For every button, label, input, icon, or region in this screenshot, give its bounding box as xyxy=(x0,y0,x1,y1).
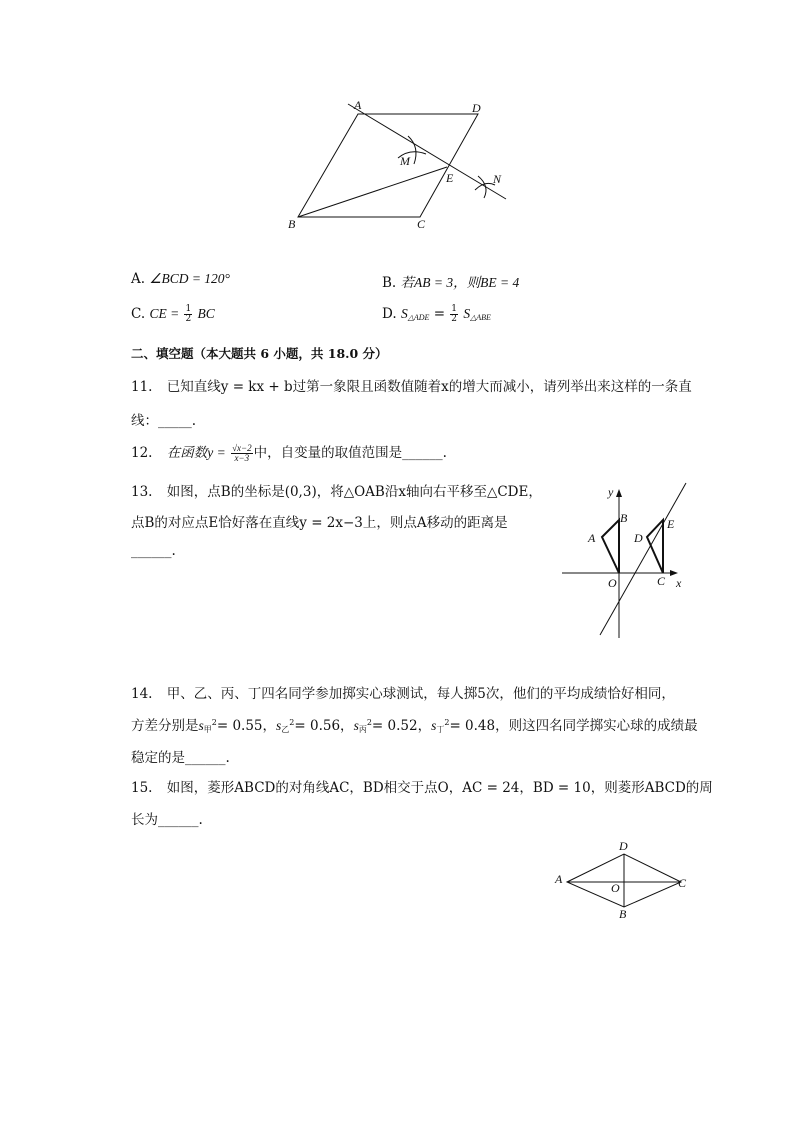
q12-fraction: $\frac{√x-2}{x-3}$ xyxy=(232,443,252,463)
label-a13: A xyxy=(588,531,596,545)
label-e13: E xyxy=(667,517,675,531)
option-c-fraction: $\frac{1}{2}$ xyxy=(185,304,192,324)
q12-line xyxy=(131,441,447,463)
q14-number: 14. xyxy=(131,686,153,702)
q14-blank[interactable]: ______ xyxy=(185,750,226,766)
option-c xyxy=(131,305,215,324)
q14-s2: s xyxy=(276,718,282,733)
q14-s3-sup: 2 xyxy=(366,718,372,727)
label-c15: C xyxy=(678,876,687,890)
q12-pre: 在函数y = xyxy=(166,445,226,460)
q14-text3: 稳定的是 xyxy=(131,750,185,766)
label-y: y xyxy=(608,485,614,499)
q15-end: . xyxy=(198,812,203,828)
triangle-oab xyxy=(602,520,619,573)
q11-number: 11. xyxy=(131,379,153,395)
q14-end: . xyxy=(225,750,230,766)
q15-blank[interactable]: ______ xyxy=(158,812,199,828)
q14-post: 则这四名同学掷实心球的成绩最 xyxy=(508,718,698,734)
q15-number: 15. xyxy=(131,780,153,796)
q14-text1: 甲、乙、丙、丁四名同学参加掷实心球测试，每人掷5次，他们的平均成绩恰好相同， xyxy=(166,686,675,702)
q13-text1: 如图，点B的坐标是(0,3)，将△OAB沿x轴向右平移至△CDE， xyxy=(166,484,542,500)
y-axis-arrow xyxy=(616,489,622,497)
q13-line1 xyxy=(131,480,542,500)
q14-s4-sub: 丁 xyxy=(436,725,445,734)
q14-pre: 方差分别是 xyxy=(131,718,199,734)
label-e: E xyxy=(446,171,454,185)
q15-line1 xyxy=(131,776,713,796)
q11-text: 已知直线y = kx + b过第一象限且函数值随着x的增大而减小，请列举出来这样的一条直 xyxy=(166,379,692,395)
label-b13: B xyxy=(620,511,628,525)
q13-line3 xyxy=(131,543,176,559)
q14-s2-sup: 2 xyxy=(289,718,295,727)
q14-line2 xyxy=(131,714,698,735)
label-b: B xyxy=(288,217,296,231)
q12-blank[interactable]: ______ xyxy=(402,445,443,461)
option-b-text: 若AB = 3，则BE = 4 xyxy=(400,275,520,290)
q13-end: . xyxy=(171,543,176,559)
q14-s3: s xyxy=(353,718,359,733)
q14-s1-sup: 2 xyxy=(211,718,217,727)
label-x: x xyxy=(676,576,682,590)
q14-s3-val: = 0.52， xyxy=(371,718,432,734)
coordinate-figure xyxy=(560,480,700,645)
option-b-letter: B. xyxy=(382,275,397,291)
q14-s1: s xyxy=(198,718,204,733)
option-c-rhs: BC xyxy=(197,306,215,321)
option-d-rhs: S xyxy=(463,306,471,321)
option-d-fraction: $\frac{1}{2}$ xyxy=(451,304,458,324)
option-d-eq: = xyxy=(433,306,445,322)
q14-s1-val: = 0.55， xyxy=(216,718,277,734)
label-d15: D xyxy=(619,839,628,853)
label-c13: C xyxy=(657,574,666,588)
q13-line2: 点B的对应点E恰好落在直线y = 2x−3上，则点A移动的距离是 xyxy=(131,515,508,531)
q13-number: 13. xyxy=(131,484,153,500)
q14-s3-sub: 丙 xyxy=(358,725,367,734)
q12-number: 12. xyxy=(131,445,153,461)
option-d-letter: D. xyxy=(382,306,397,322)
q11-blank[interactable]: _____ xyxy=(158,413,192,429)
option-d-lhs: S xyxy=(400,306,408,321)
q14-line1 xyxy=(131,682,675,702)
q14-s4: s xyxy=(431,718,437,733)
label-c: C xyxy=(417,217,426,231)
label-a: A xyxy=(354,98,362,112)
q12-end: . xyxy=(442,445,447,461)
option-a-text: ∠BCD = 120° xyxy=(149,271,230,286)
q12-post: 中，自变量的取值范围是 xyxy=(253,445,403,461)
q11-line1 xyxy=(131,375,692,395)
q13-blank[interactable]: ______ xyxy=(131,543,172,559)
q14-s4-sup: 2 xyxy=(444,718,450,727)
label-m: M xyxy=(400,154,410,168)
label-b15: B xyxy=(619,907,627,921)
option-c-lhs: CE = xyxy=(149,306,180,321)
option-a xyxy=(131,271,230,287)
q14-s2-sub: 乙 xyxy=(281,725,290,734)
q15-line2 xyxy=(131,808,203,828)
option-d xyxy=(382,305,491,324)
q14-line3 xyxy=(131,746,230,766)
option-c-letter: C. xyxy=(131,306,146,322)
q11-text2: 线： xyxy=(131,413,158,429)
q14-s2-val: = 0.56， xyxy=(294,718,354,734)
label-n: N xyxy=(493,172,502,186)
option-b xyxy=(382,271,519,291)
option-a-letter: A. xyxy=(131,271,146,287)
label-d: D xyxy=(472,101,481,115)
label-d13: D xyxy=(634,531,643,545)
section-title: 二、填空题（本大题共 6 小题，共 18.0 分） xyxy=(131,346,388,361)
q15-text2: 长为 xyxy=(131,812,158,828)
label-a15: A xyxy=(555,872,563,886)
option-d-lhs-sub: △ADE xyxy=(407,313,430,322)
rhombus-figure xyxy=(550,836,700,921)
q11-end: . xyxy=(191,413,197,429)
q14-s1-sub: 甲 xyxy=(203,725,212,734)
q15-text1: 如图，菱形ABCD的对角线AC，BD相交于点O，AC = 24，BD = 10，则菱形ABCD的周 xyxy=(166,780,713,796)
option-d-rhs-sub: △ABE xyxy=(470,313,491,322)
parallelogram-figure xyxy=(280,92,520,237)
label-o13: O xyxy=(608,576,617,590)
label-o15: O xyxy=(611,881,620,895)
q14-s4-val: = 0.48， xyxy=(449,718,509,734)
q11-line2 xyxy=(131,409,196,429)
